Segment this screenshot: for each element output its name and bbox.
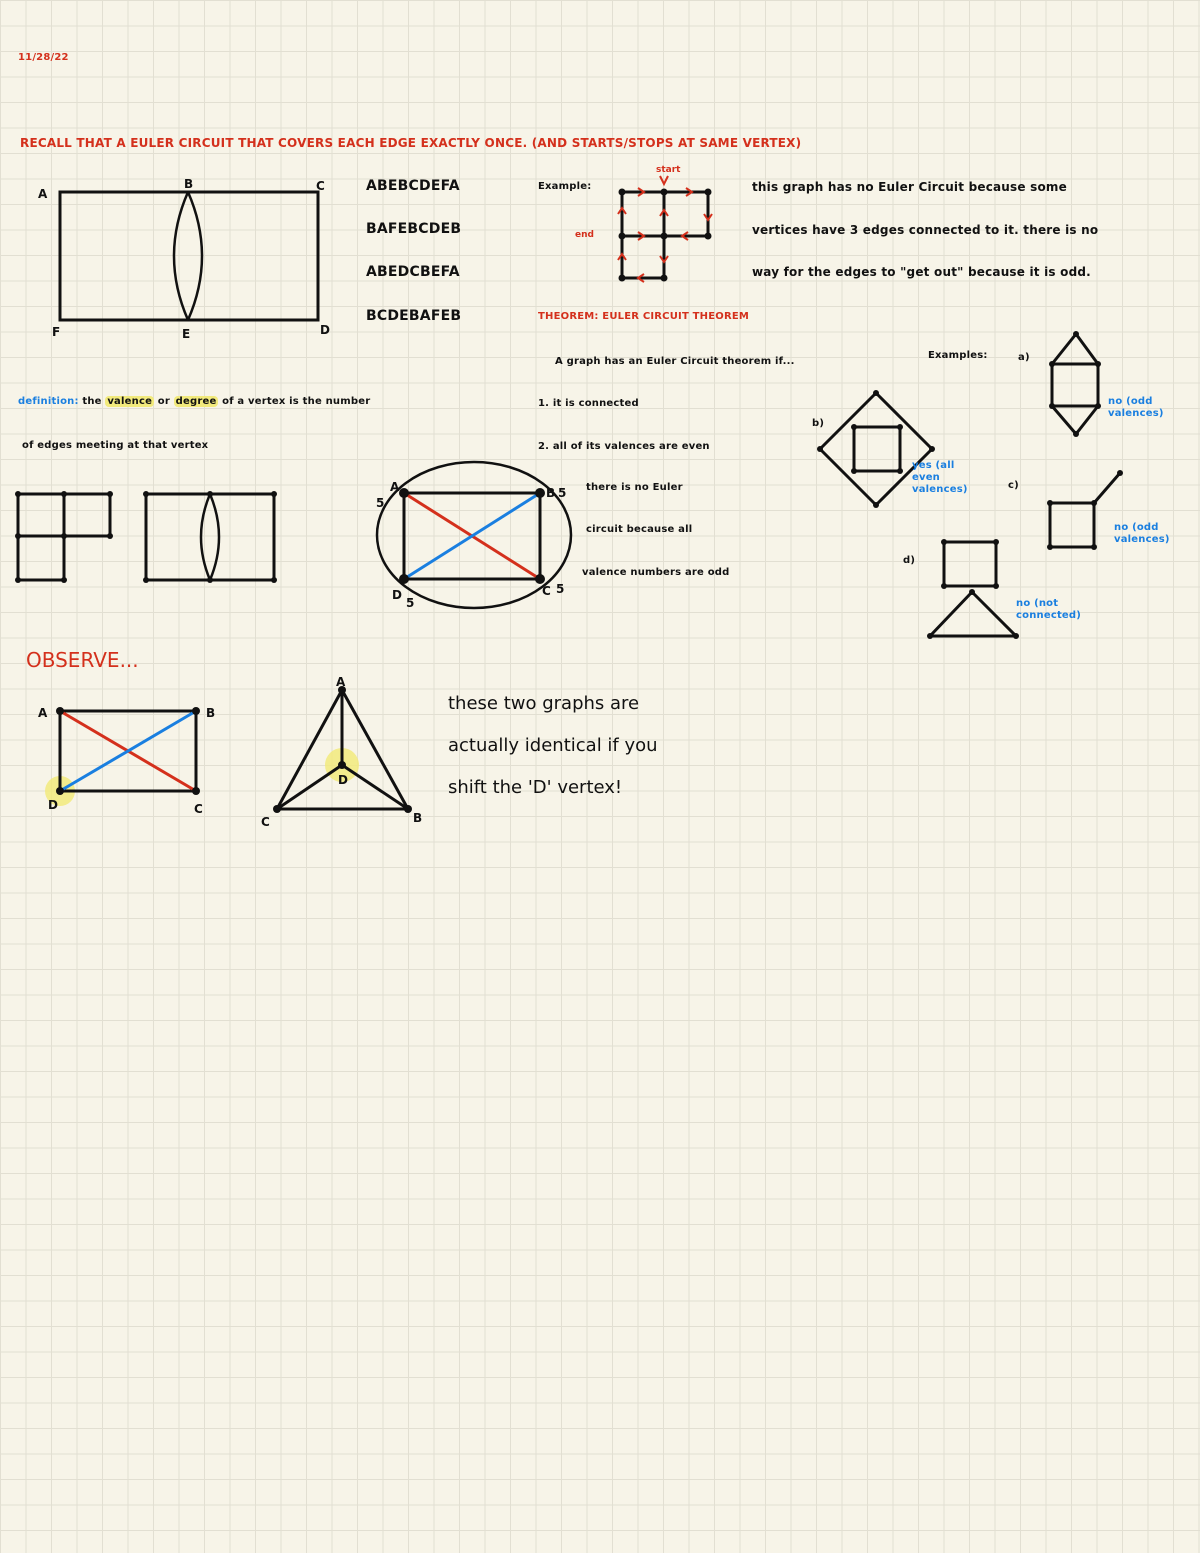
explain-line-2: vertices have 3 edges connected to it. there is no <box>752 223 1099 237</box>
valence-lens-figure <box>136 482 286 592</box>
example-grid-graph <box>598 170 728 290</box>
example-d-graph <box>920 532 1030 650</box>
oval-valence-a: 5 <box>376 496 385 510</box>
definition-prefix: definition: <box>18 396 79 407</box>
definition-line-2: of edges meeting at that vertex <box>22 440 209 451</box>
definition-mid: or <box>157 396 170 407</box>
observe-rect-vertex-d: D <box>48 798 58 812</box>
observe-text-1: these two graphs are <box>448 693 640 714</box>
theorem-condition-2: 2. all of its valences are even <box>538 441 710 452</box>
observe-rect-vertex-b: B <box>206 706 216 720</box>
example-b-answer: yes (all even valences) <box>912 460 968 495</box>
definition-line-1 <box>18 396 370 407</box>
oval-note-1: there is no Euler <box>586 482 683 493</box>
path-4: BCDEBAFEB <box>366 308 462 324</box>
oval-valence-c: 5 <box>556 582 565 596</box>
vertex-b-label: B <box>184 177 194 191</box>
theorem-intro: A graph has an Euler Circuit theorem if... <box>555 356 795 367</box>
observe-tri-vertex-a: A <box>336 675 346 689</box>
euler-rectangle-figure <box>30 170 350 350</box>
term-valence: valence <box>107 396 153 407</box>
definition-post: of a vertex is the number <box>222 396 371 407</box>
explain-line-3: way for the edges to "get out" because it is odd. <box>752 265 1091 279</box>
vertex-f-label: F <box>52 325 61 339</box>
observe-tri-vertex-d: D <box>338 773 348 787</box>
definition-pre: the <box>82 396 102 407</box>
observe-rectangle-graph <box>30 695 230 820</box>
term-degree: degree <box>175 396 217 407</box>
observe-text-2: actually identical if you <box>448 735 658 756</box>
oval-vertex-d: D <box>392 588 402 602</box>
oval-complete-graph-figure <box>368 455 588 620</box>
explain-line-1: this graph has no Euler Circuit because some <box>752 180 1067 194</box>
oval-vertex-b: B <box>546 486 556 500</box>
oval-valence-d: 5 <box>406 596 415 610</box>
example-d-label: d) <box>903 555 916 566</box>
vertex-c-label: C <box>316 179 325 193</box>
observe-tri-vertex-b: B <box>413 811 423 825</box>
theorem-title: THEOREM: EULER CIRCUIT THEOREM <box>538 311 750 322</box>
valence-grid-figure <box>6 482 126 592</box>
observe-text-3: shift the 'D' vertex! <box>448 777 623 798</box>
oval-note-2: circuit because all <box>586 524 693 535</box>
example-b-label: b) <box>812 418 825 429</box>
recall-heading: RECALL THAT A EULER CIRCUIT THAT COVERS EACH EDGE EXACTLY ONCE. (AND STARTS/STOPS AT SAME VERTEX) <box>20 136 802 150</box>
example-label: Example: <box>538 181 592 192</box>
example-a-answer: no (odd valences) <box>1108 396 1164 419</box>
observe-triangle-graph <box>255 672 435 832</box>
path-3: ABEDCBEFA <box>366 264 460 280</box>
observe-rect-vertex-c: C <box>194 802 203 816</box>
vertex-d-label: D <box>320 323 330 337</box>
example-c-label: c) <box>1008 480 1019 491</box>
end-label: end <box>575 230 594 240</box>
example-d-answer: no (not connected) <box>1016 598 1082 621</box>
oval-vertex-c: C <box>542 584 551 598</box>
observe-rect-vertex-a: A <box>38 706 48 720</box>
path-2: BAFEBCDEB <box>366 221 462 237</box>
example-c-answer: no (odd valences) <box>1114 522 1170 545</box>
example-a-label: a) <box>1018 352 1030 363</box>
path-1: ABEBCDEFA <box>366 178 460 194</box>
observe-tri-vertex-c: C <box>261 815 270 829</box>
start-label: start <box>656 165 681 175</box>
oval-vertex-a: A <box>390 480 400 494</box>
oval-valence-b: 5 <box>558 486 567 500</box>
vertex-a-label: A <box>38 187 48 201</box>
vertex-e-label: E <box>182 327 191 341</box>
example-a-graph <box>1040 324 1110 444</box>
examples-label: Examples: <box>928 350 988 361</box>
oval-note-3: valence numbers are odd <box>582 567 730 578</box>
date: 11/28/22 <box>18 52 69 63</box>
theorem-condition-1: 1. it is connected <box>538 398 639 409</box>
observe-heading: OBSERVE... <box>26 648 139 672</box>
